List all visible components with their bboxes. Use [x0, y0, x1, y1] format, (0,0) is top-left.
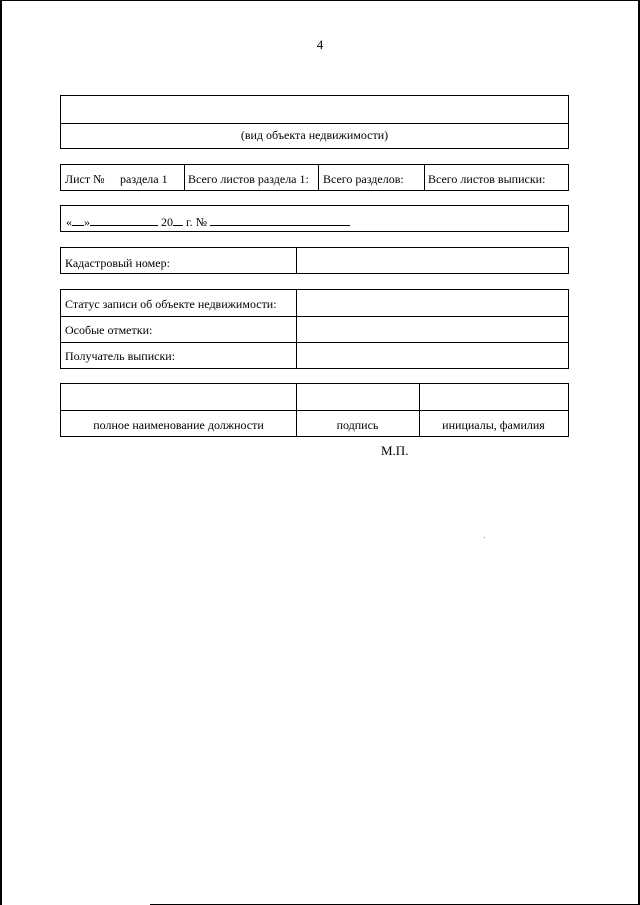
special-marks-label: Особые отметки: [65, 323, 153, 337]
date-row [60, 205, 569, 232]
date-line [66, 214, 350, 230]
status-table [60, 289, 569, 369]
cadastral-label: Кадастровый номер: [65, 256, 170, 270]
recipient-label: Получатель выписки: [65, 349, 176, 363]
sheet-info-row [60, 164, 569, 191]
object-type-caption: (вид объекта недвижимости) [240, 128, 389, 142]
status-column-divider [296, 290, 297, 368]
close-quote: » [84, 215, 90, 229]
year-blank [173, 214, 183, 226]
status-row-divider-2 [61, 342, 568, 343]
signature-table [60, 383, 569, 437]
cadastral-row [60, 247, 569, 274]
total-sections-label: Всего разделов: [323, 172, 404, 186]
month-blank [90, 214, 158, 226]
status-row-divider-1 [61, 316, 568, 317]
year-prefix: 20 [161, 215, 173, 229]
sheet-number-label: Лист № [65, 172, 105, 186]
signature-row-divider [61, 410, 568, 411]
sheet-divider-1 [184, 165, 185, 190]
scan-speck [484, 537, 485, 538]
object-type-box [60, 95, 569, 149]
number-blank [210, 214, 350, 226]
signature-label: подпись [336, 418, 379, 432]
section-label: раздела 1 [120, 172, 168, 186]
page-number: 4 [316, 37, 324, 52]
sheet-divider-3 [424, 165, 425, 190]
cadastral-divider [296, 248, 297, 273]
day-blank [72, 214, 84, 226]
page-edge-top [0, 0, 640, 1]
position-label: полное наименование должности [93, 418, 264, 432]
status-label: Статус записи об объекте недвижимости: [65, 297, 277, 311]
seal-label: М.П. [381, 443, 409, 458]
total-sheets-section-label: Всего листов раздела 1: [188, 172, 309, 186]
name-label: инициалы, фамилия [442, 418, 545, 432]
sheet-divider-2 [318, 165, 319, 190]
total-sheets-extract-label: Всего листов выписки: [428, 172, 546, 186]
object-type-divider [61, 123, 568, 124]
page-edge-left [0, 0, 2, 905]
open-quote: « [66, 215, 72, 229]
number-label: г. № [186, 215, 208, 229]
